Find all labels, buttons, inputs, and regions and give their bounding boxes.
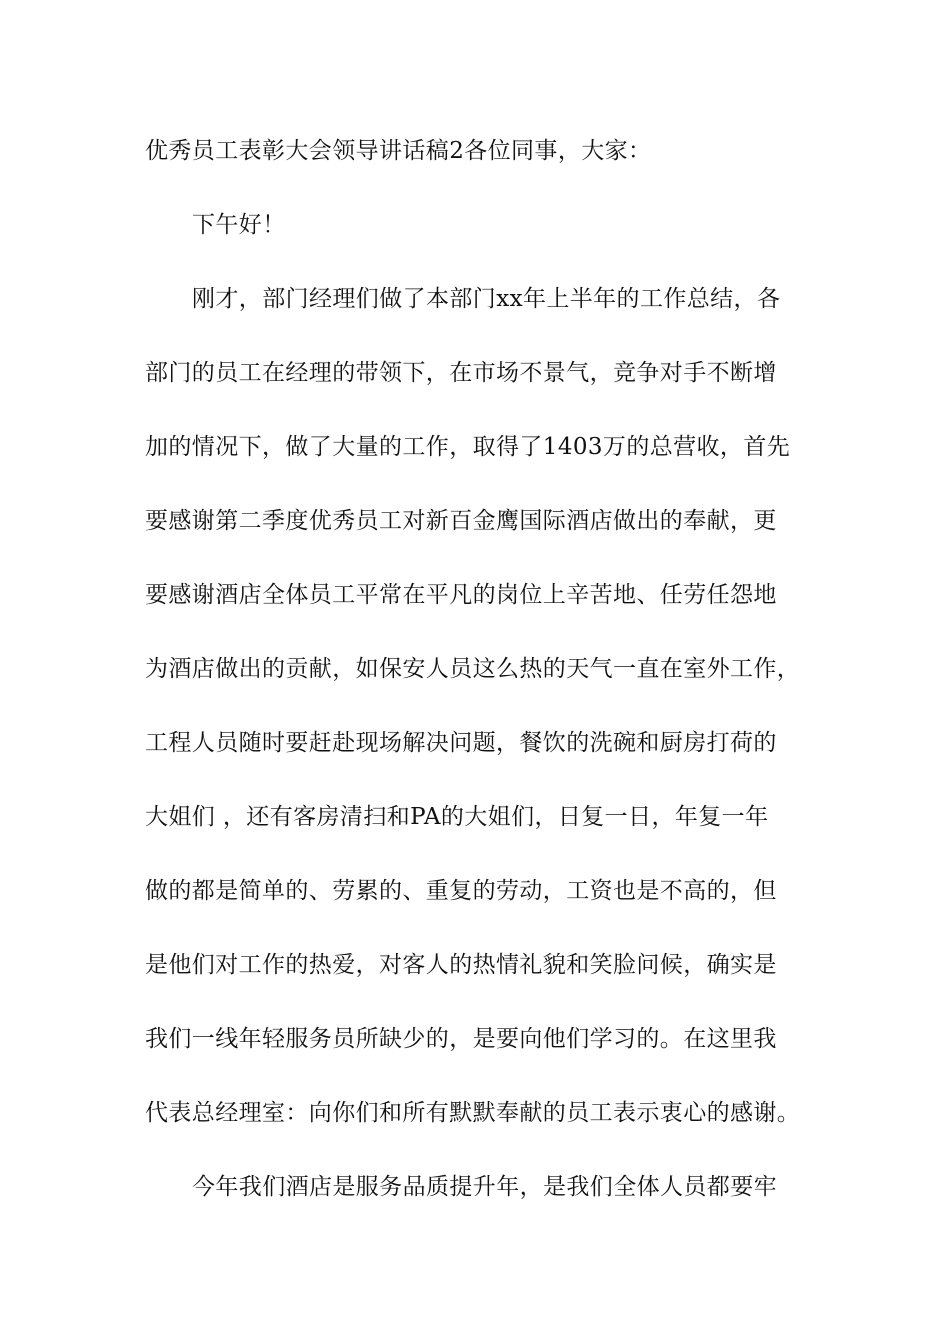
paragraph-line: 要感谢第二季度优秀员工对新百金鹰国际酒店做出的奉献，更 <box>145 508 777 534</box>
paragraph-line: 是他们对工作的热爱，对客人的热情礼貌和笑脸问候，确实是 <box>145 952 777 978</box>
document-title-line: 优秀员工表彰大会领导讲话稿2各位同事，大家： <box>145 138 652 164</box>
paragraph-line: 要感谢酒店全体员工平常在平凡的岗位上辛苦地、任劳任怨地 <box>145 582 777 608</box>
greeting-line: 下午好！ <box>192 212 286 238</box>
paragraph-line: 大姐们 ，还有客房清扫和PA的大姐们，日复一日，年复一年 <box>145 804 769 830</box>
paragraph-line: 做的都是简单的、劳累的、重复的劳动，工资也是不高的，但 <box>145 878 777 904</box>
paragraph-line: 加的情况下，做了大量的工作，取得了1403万的总营收，首先 <box>145 434 791 460</box>
paragraph-line: 我们一线年轻服务员所缺少的，是要向他们学习的。在这里我 <box>145 1026 777 1052</box>
paragraph-line: 工程人员随时要赶赴现场解决问题，餐饮的洗碗和厨房打荷的 <box>145 730 777 756</box>
paragraph-line: 为酒店做出的贡献，如保安人员这么热的天气一直在室外工作， <box>145 656 801 682</box>
paragraph-line: 今年我们酒店是服务品质提升年，是我们全体人员都要牢 <box>192 1174 777 1200</box>
paragraph-line: 部门的员工在经理的带领下，在市场不景气，竞争对手不断增 <box>145 360 777 386</box>
paragraph-line: 代表总经理室：向你们和所有默默奉献的员工表示衷心的感谢。 <box>145 1100 801 1126</box>
paragraph-line: 刚才，部门经理们做了本部门xx年上半年的工作总结，各 <box>192 286 781 312</box>
